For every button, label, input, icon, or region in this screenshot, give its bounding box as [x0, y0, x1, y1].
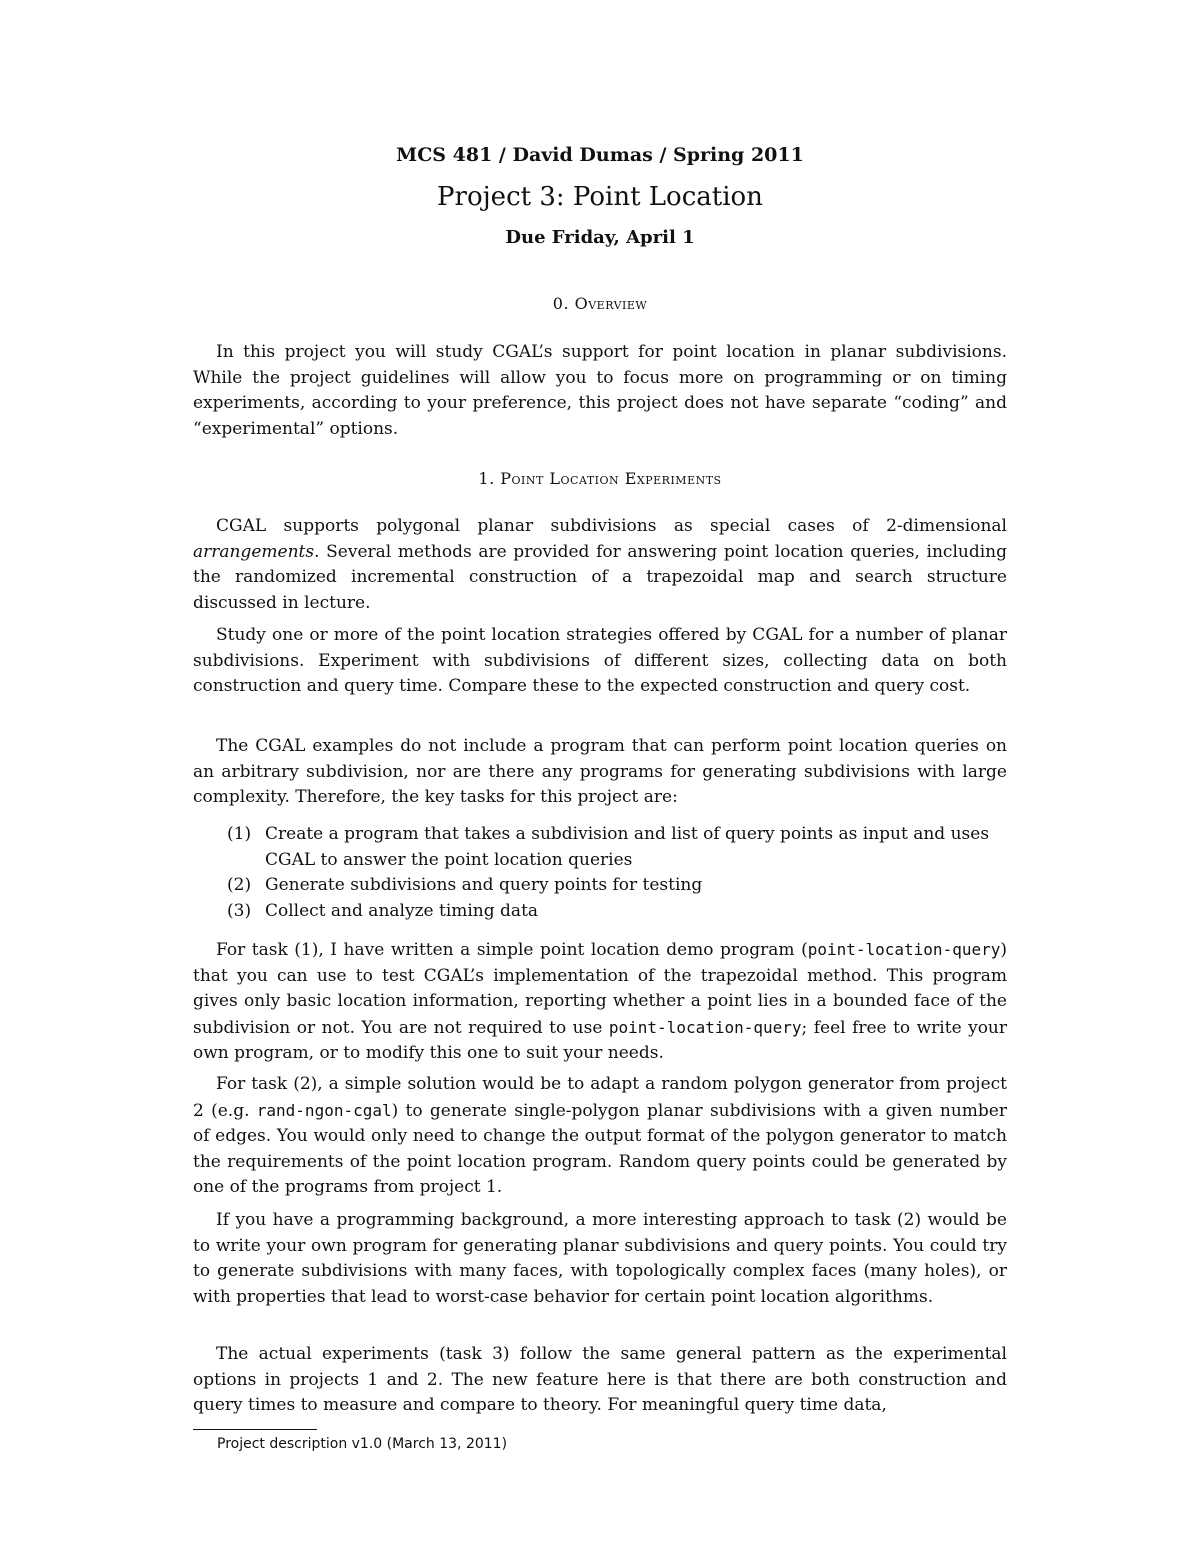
list-item-number: (3) [227, 900, 252, 921]
list-item [193, 873, 1007, 899]
paragraph-programming-background: If you have a programming background, a more interesting approach to task (2) would be to write your own program for generating planar subdivisions and query points. You could try to generate subdivisions with many faces, with topologically complex faces (many holes), or with properties that lead to worst-case behavior for certain point location algorithms. [193, 1210, 1007, 1307]
list-item-text: Collect and analyze timing data [265, 900, 539, 921]
footnote-rule [193, 1429, 317, 1430]
text-run: ; feel free to write your own program, or to modify this one to suit your needs. [193, 1017, 1008, 1063]
code-program-name: rand-ngon-cgal [256, 1100, 392, 1120]
footnote: Project description v1.0 (March 13, 2011) [217, 1436, 508, 1452]
code-program-name: point-location-query [807, 940, 1001, 959]
section-heading-overview: 0. Overview [552, 294, 648, 313]
list-item-number: (2) [227, 875, 252, 895]
text-run: ) that you can use to test CGAL’s implementation of the trapezoidal method. This program gives only basic location information, reporting whether a point lies in a bounded face of the subdivision or not. You are not required to use [193, 940, 1007, 1038]
paragraph-task1 [193, 937, 1007, 1067]
text-run: . Several methods are provided for answering point location queries, including the randomized incremental construction of a trapezoidal map and search structure discussed in lecture. [193, 541, 1007, 613]
list-item-number: (1) [227, 824, 252, 844]
text-run: For task (1), I have written a simple point location demo program ( [216, 940, 808, 960]
text-run: ) to generate single-polygon planar subdivisions with a given number of edges. You would only need to change the output format of the polygon generator to match the requirements of the point location program. Random query points could be generated by one of the programs from project 1. [193, 1100, 1007, 1197]
emphasis-arrangements: arrangements [193, 541, 315, 562]
paragraph-arrangements [193, 514, 1007, 616]
paragraph-experiments: The actual experiments (task 3) follow the same general pattern as the experimental options in projects 1 and 2. The new feature here is that there are both construction and query times to measure and compare to theory. For meaningful query time data, [193, 1344, 1007, 1415]
text-run: CGAL supports polygonal planar subdivisions as special cases of 2-dimensional [216, 516, 1007, 536]
paragraph-overview: In this project you will study CGAL’s support for point location in planar subdivisions. While the project guidelines will allow you to focus more on programming or on timing experiments, according to your preference, this project does not have separate “coding” and “experimental” options. [193, 342, 1007, 439]
due-date: Due Friday, April 1 [505, 227, 695, 248]
task-list [193, 822, 1007, 924]
list-item [193, 822, 1007, 873]
course-line: MCS 481 / David Dumas / Spring 2011 [396, 144, 804, 166]
paragraph-key-tasks: The CGAL examples do not include a program that can perform point location queries on an arbitrary subdivision, nor are there any programs for generating subdivisions with large complexity. Therefore, the key tasks for this project are: [193, 736, 1007, 807]
paragraph-task2 [193, 1072, 1007, 1201]
list-item-text: Generate subdivisions and query points for testing [265, 875, 703, 895]
page-title: Project 3: Point Location [437, 182, 763, 212]
code-program-name: point-location-query [608, 1017, 802, 1037]
list-item-text: Create a program that takes a subdivision and list of query points as input and uses CGAL to answer the point location queries [265, 824, 990, 870]
paragraph-study: Study one or more of the point location strategies offered by CGAL for a number of planar subdivisions. Experiment with subdivisions of different sizes, collecting data on both construction and query time. Compare these to the expected construction and query cost. [193, 625, 1007, 696]
text-run: For task (2), a simple solution would be to adapt a random polygon generator from project 2 (e.g. [193, 1074, 1007, 1121]
section-heading-experiments: 1. Point Location Experiments [478, 469, 722, 488]
list-item [193, 899, 1007, 925]
